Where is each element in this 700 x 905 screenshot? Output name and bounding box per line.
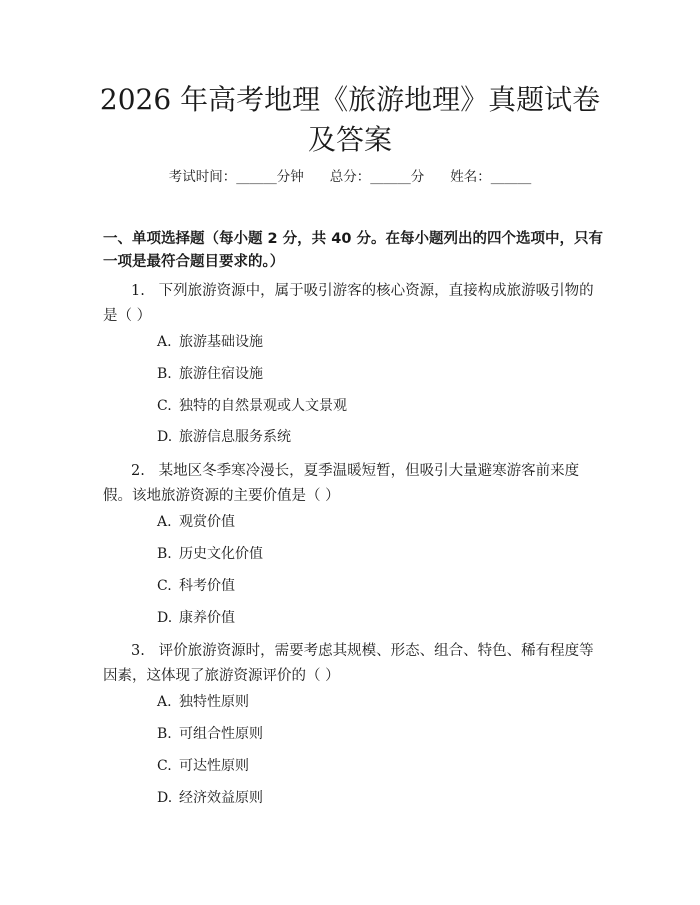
question-text: 评价旅游资源时，需要考虑其规模、形态、组合、特色、稀有程度等因素，这体现了旅游资源评价的（ ）: [103, 643, 594, 684]
option-letter: B.: [157, 366, 172, 382]
option-text: 旅游住宿设施: [179, 366, 263, 382]
exam-meta: [0, 166, 700, 188]
question-2: [103, 459, 600, 509]
option-text: 可达性原则: [179, 758, 249, 774]
option-letter: A.: [157, 334, 172, 350]
question-1-option-a: [157, 332, 263, 352]
option-letter: B.: [157, 546, 172, 562]
question-2-option-c: [157, 576, 235, 596]
option-text: 旅游基础设施: [179, 334, 263, 350]
option-letter: D.: [157, 790, 173, 806]
option-letter: C.: [157, 398, 172, 414]
question-3-option-a: [157, 692, 249, 712]
option-letter: A.: [157, 514, 172, 530]
option-letter: C.: [157, 758, 172, 774]
question-3-option-b: [157, 724, 263, 744]
option-letter: D.: [157, 610, 173, 626]
question-number: 3.: [131, 643, 145, 659]
question-3-option-c: [157, 756, 249, 776]
exam-time-field: 考试时间：______分钟: [168, 169, 304, 185]
option-text: 独特的自然景观或人文景观: [179, 398, 347, 414]
option-text: 独特性原则: [179, 694, 249, 710]
question-1-option-d: [157, 427, 291, 447]
option-text: 观赏价值: [179, 514, 235, 530]
section-heading: 一、单项选择题（每小题 2 分，共 40 分。在每小题列出的四个选项中，只有一项是最符合题目要求的。）: [103, 231, 603, 270]
question-text: 某地区冬季寒冷漫长，夏季温暖短暂，但吸引大量避寒游客前来度假。该地旅游资源的主要价值是（ ）: [103, 463, 580, 504]
option-text: 科考价值: [179, 578, 235, 594]
total-score-field: 总分：______分: [329, 169, 425, 185]
option-text: 经济效益原则: [179, 790, 263, 806]
question-text: 下列旅游资源中，属于吸引游客的核心资源，直接构成旅游吸引物的是（ ）: [103, 283, 594, 324]
name-field: 姓名：______: [450, 169, 532, 185]
question-2-option-b: [157, 544, 263, 564]
question-2-option-d: [157, 608, 235, 628]
question-3: [103, 639, 600, 689]
question-2-option-a: [157, 512, 235, 532]
option-letter: D.: [157, 429, 173, 445]
option-text: 康养价值: [179, 610, 235, 626]
question-number: 1.: [131, 283, 145, 299]
option-letter: B.: [157, 726, 172, 742]
exam-title: 2026 年高考地理《旅游地理》真题试卷及答案: [99, 83, 601, 156]
option-text: 历史文化价值: [179, 546, 263, 562]
question-number: 2.: [131, 463, 145, 479]
option-text: 可组合性原则: [179, 726, 263, 742]
option-text: 旅游信息服务系统: [179, 429, 291, 445]
option-letter: C.: [157, 578, 172, 594]
option-letter: A.: [157, 694, 172, 710]
question-1-option-c: [157, 396, 347, 416]
question-1: [103, 279, 600, 329]
question-1-option-b: [157, 364, 263, 384]
question-3-option-d: [157, 788, 263, 808]
